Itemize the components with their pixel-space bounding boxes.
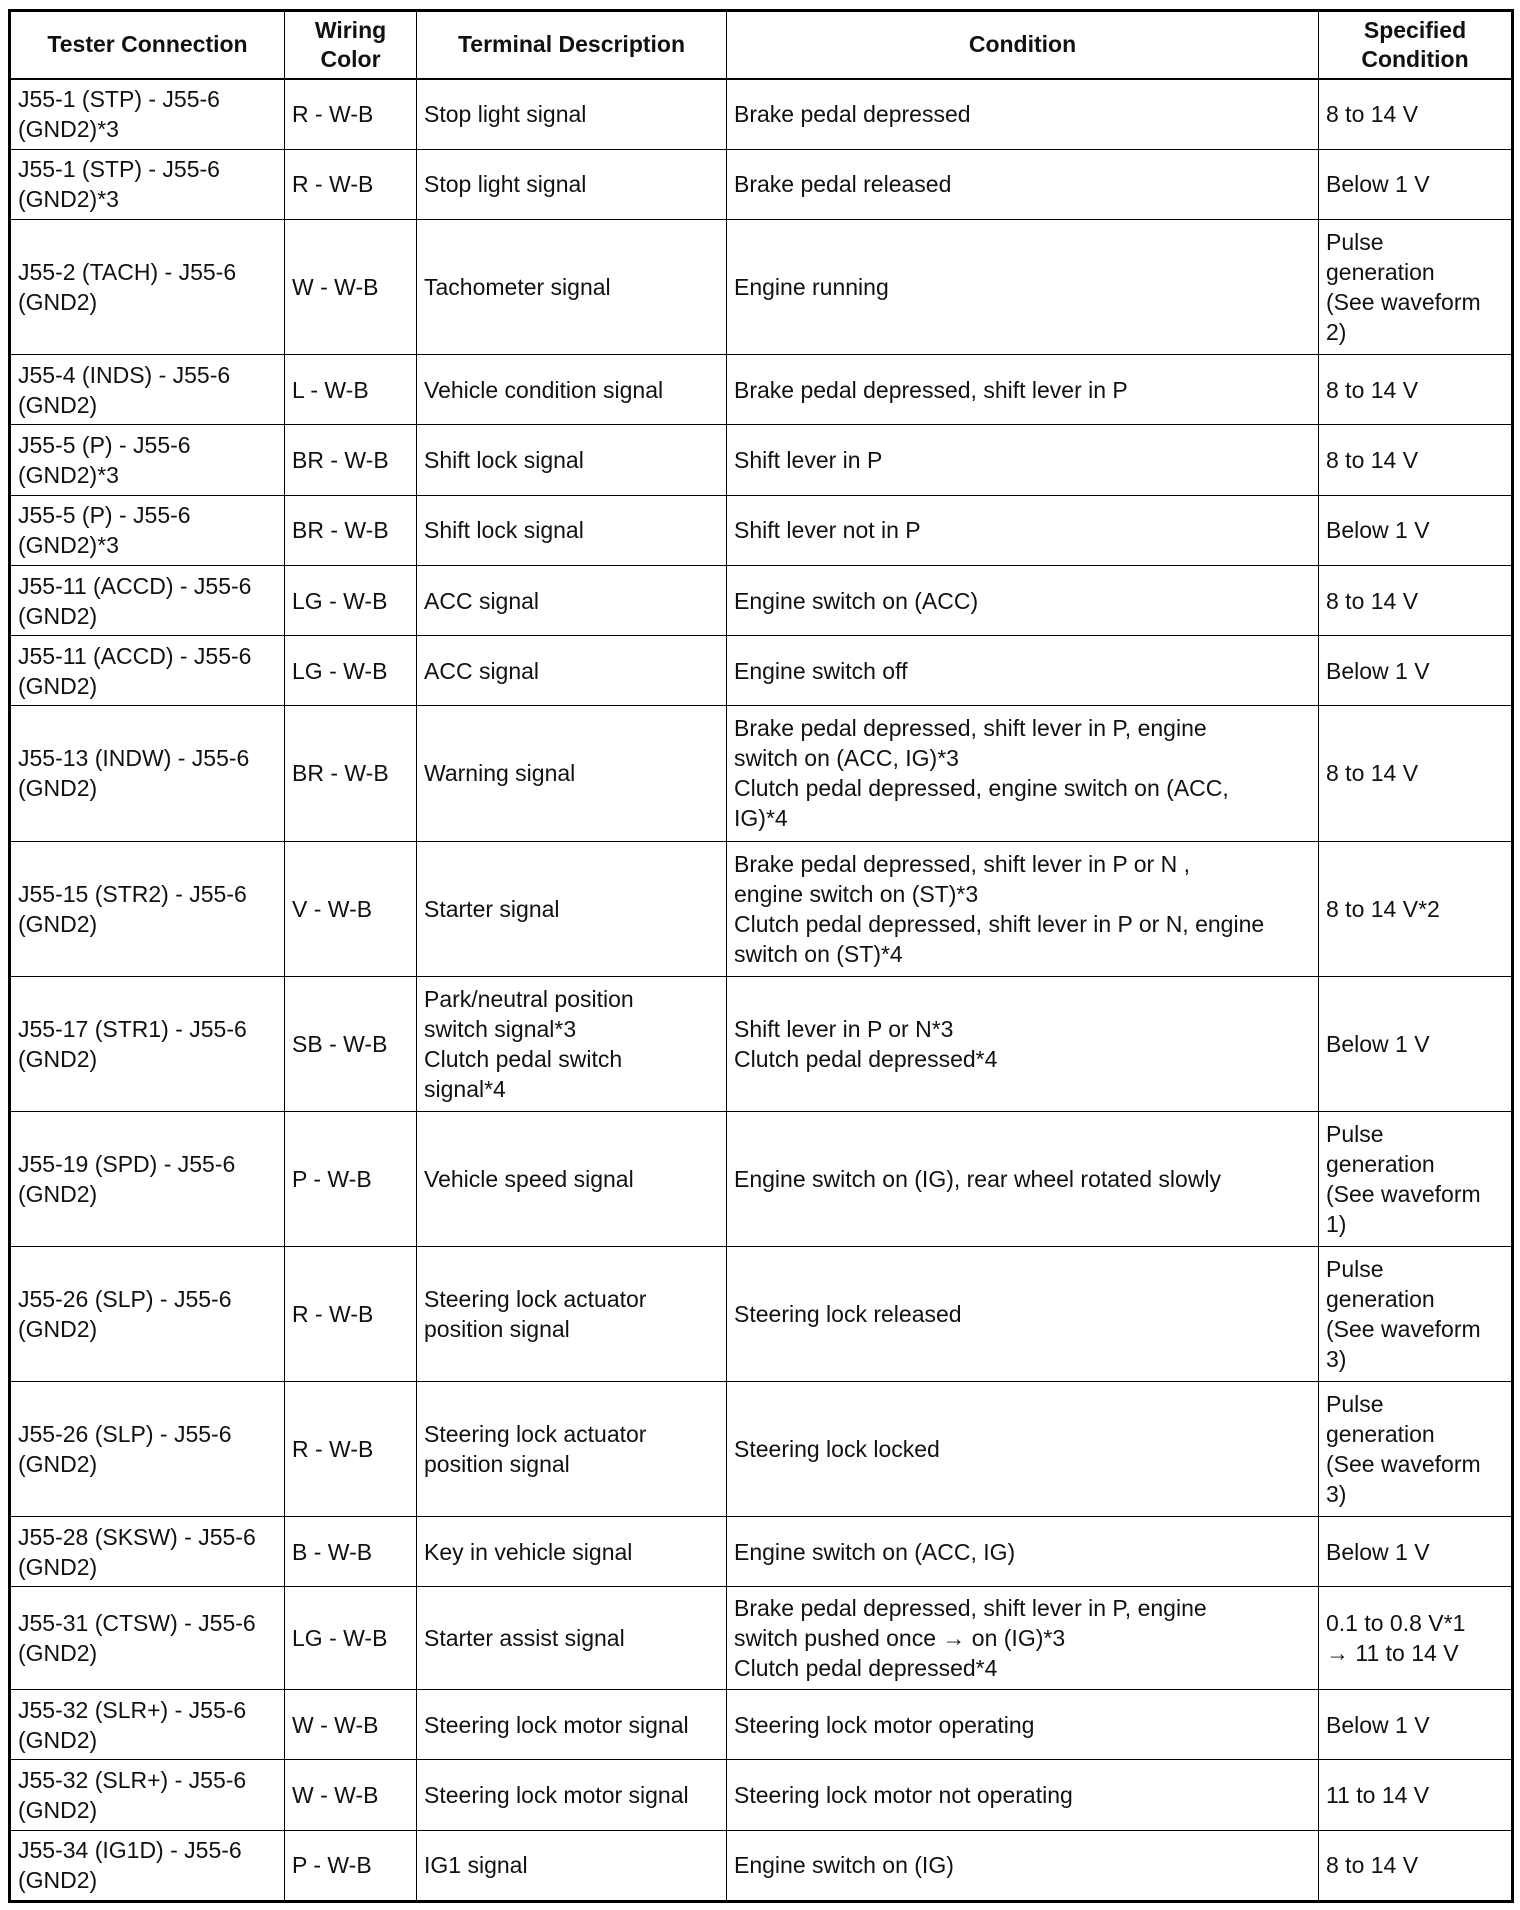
cell-text-line: Clutch pedal depressed*4 xyxy=(734,1655,998,1682)
cell-terminal-description xyxy=(417,1517,727,1587)
table-row xyxy=(10,1111,1513,1246)
cell-text-line: Warning signal xyxy=(424,760,576,787)
cell-terminal-description xyxy=(417,1111,727,1246)
cell-text-line: 8 to 14 V xyxy=(1326,447,1419,474)
cell-terminal-description xyxy=(417,425,727,495)
cell-text-line: B - W-B xyxy=(292,1538,373,1565)
cell-text-line: Pulse xyxy=(1326,1255,1384,1282)
cell-condition xyxy=(727,565,1319,635)
table-row xyxy=(10,1830,1513,1902)
cell-text-line: J55-11 (ACCD) - J55-6 xyxy=(18,572,252,599)
cell-specified-condition xyxy=(1319,1246,1513,1381)
cell-text-line: (GND2) xyxy=(18,910,98,937)
cell-text-line: IG)*4 xyxy=(734,805,788,832)
cell-text-line: (GND2) xyxy=(18,775,98,802)
cell-text-line: Shift lock signal xyxy=(424,517,584,544)
table-row xyxy=(10,706,1513,841)
cell-text-line: Steering lock actuator xyxy=(424,1421,647,1447)
header-text-line: Tester Connection xyxy=(47,31,248,58)
cell-tester-connection xyxy=(10,1111,285,1246)
cell-text-line: 8 to 14 V xyxy=(1326,760,1419,787)
header-terminal-description xyxy=(417,11,727,79)
cell-tester-connection xyxy=(10,220,285,355)
table-row xyxy=(10,1381,1513,1516)
cell-text-line: BR - W-B xyxy=(292,517,389,544)
cell-text-line: generation xyxy=(1326,1421,1435,1447)
cell-wiring-color xyxy=(285,79,417,150)
cell-text-line: (GND2) xyxy=(18,1451,98,1477)
cell-wiring-color xyxy=(285,976,417,1111)
cell-specified-condition xyxy=(1319,1760,1513,1830)
cell-text-line: (GND2) xyxy=(18,1726,98,1753)
cell-condition xyxy=(727,636,1319,706)
table-row xyxy=(10,841,1513,976)
cell-condition xyxy=(727,1587,1319,1690)
table-row xyxy=(10,355,1513,425)
cell-text-line: P - W-B xyxy=(292,1852,372,1879)
table-row xyxy=(10,79,1513,150)
cell-text-line: Vehicle condition signal xyxy=(424,376,664,403)
table-row xyxy=(10,149,1513,219)
cell-specified-condition xyxy=(1319,220,1513,355)
cell-text-line: (See waveform xyxy=(1326,289,1481,316)
cell-text-line: 3) xyxy=(1326,1345,1347,1372)
cell-text-line: Stop light signal xyxy=(424,101,587,128)
cell-text-line: Brake pedal depressed, shift lever in P xyxy=(734,376,1128,403)
cell-text-line: J55-26 (SLP) - J55-6 xyxy=(18,1285,232,1312)
cell-wiring-color xyxy=(285,425,417,495)
cell-text-line: Stop light signal xyxy=(424,171,587,198)
cell-condition xyxy=(727,1830,1319,1902)
header-tester-connection xyxy=(10,11,285,79)
cell-text-line: Clutch pedal depressed, shift lever in P or N, engine xyxy=(734,910,1265,937)
cell-specified-condition xyxy=(1319,425,1513,495)
cell-text-line: (GND2) xyxy=(18,1315,98,1342)
cell-text-line: 8 to 14 V xyxy=(1326,1852,1419,1879)
header-text-line: Condition xyxy=(968,31,1077,58)
table-body xyxy=(10,79,1513,1902)
cell-text-line: Pulse xyxy=(1326,1391,1384,1417)
cell-text-line: Pulse xyxy=(1326,1120,1384,1147)
cell-text-line: J55-31 (CTSW) - J55-6 xyxy=(18,1610,256,1637)
cell-text-line: BR - W-B xyxy=(292,447,389,474)
cell-text-line: V - W-B xyxy=(292,895,373,922)
cell-specified-condition xyxy=(1319,355,1513,425)
cell-terminal-description xyxy=(417,149,727,219)
cell-text-line: Shift lever not in P xyxy=(734,517,921,544)
cell-text-line: Brake pedal depressed, shift lever in P, engine xyxy=(734,715,1207,742)
cell-tester-connection xyxy=(10,565,285,635)
cell-specified-condition xyxy=(1319,1381,1513,1516)
cell-wiring-color xyxy=(285,495,417,565)
table-row xyxy=(10,425,1513,495)
cell-text-line: Below 1 V xyxy=(1326,657,1430,684)
cell-tester-connection xyxy=(10,636,285,706)
cell-terminal-description xyxy=(417,1690,727,1760)
cell-text-line: (GND2)*3 xyxy=(18,186,119,213)
cell-tester-connection xyxy=(10,706,285,841)
cell-specified-condition xyxy=(1319,495,1513,565)
cell-terminal-description xyxy=(417,565,727,635)
cell-tester-connection xyxy=(10,495,285,565)
cell-condition xyxy=(727,976,1319,1111)
cell-text-line: Below 1 V xyxy=(1326,1030,1430,1057)
cell-text-line: W - W-B xyxy=(292,274,379,301)
cell-text-line: J55-28 (SKSW) - J55-6 xyxy=(18,1523,256,1550)
cell-text-line: W - W-B xyxy=(292,1711,379,1738)
cell-text-line: 0.1 to 0.8 V*1 xyxy=(1326,1610,1466,1637)
cell-condition xyxy=(727,425,1319,495)
cell-text-line: J55-1 (STP) - J55-6 xyxy=(18,86,220,113)
cell-text-line: J55-34 (IG1D) - J55-6 xyxy=(18,1837,242,1864)
cell-terminal-description xyxy=(417,636,727,706)
cell-text-line: Engine switch off xyxy=(734,657,908,684)
cell-text-line: 8 to 14 V xyxy=(1326,376,1419,403)
cell-text-line: Below 1 V xyxy=(1326,1711,1430,1738)
cell-text-line: (See waveform xyxy=(1326,1315,1481,1342)
cell-text-line: J55-26 (SLP) - J55-6 xyxy=(18,1421,232,1447)
cell-specified-condition xyxy=(1319,706,1513,841)
cell-text-line: switch on (ACC, IG)*3 xyxy=(734,745,959,772)
cell-terminal-description xyxy=(417,1587,727,1690)
cell-text-line: J55-1 (STP) - J55-6 xyxy=(18,156,220,183)
cell-terminal-description xyxy=(417,1760,727,1830)
cell-text-line: (See waveform xyxy=(1326,1180,1481,1207)
cell-wiring-color xyxy=(285,1690,417,1760)
table-row xyxy=(10,1760,1513,1830)
cell-text-line: ACC signal xyxy=(424,587,540,614)
cell-text-line: generation xyxy=(1326,259,1435,286)
cell-terminal-description xyxy=(417,1246,727,1381)
cell-tester-connection xyxy=(10,79,285,150)
cell-text-line: Pulse xyxy=(1326,229,1384,256)
cell-text-line: (GND2)*3 xyxy=(18,116,119,143)
cell-text-line: Key in vehicle signal xyxy=(424,1538,633,1565)
cell-wiring-color xyxy=(285,220,417,355)
terminal-inspection-table-container xyxy=(8,9,1511,1903)
cell-condition xyxy=(727,355,1319,425)
cell-text-line: switch on (ST)*4 xyxy=(734,940,903,967)
cell-condition xyxy=(727,1517,1319,1587)
cell-text-line: (GND2) xyxy=(18,1180,98,1207)
cell-text-line: Below 1 V xyxy=(1326,1538,1430,1565)
cell-text-line: 8 to 14 V*2 xyxy=(1326,895,1440,922)
cell-terminal-description xyxy=(417,355,727,425)
cell-text-line: J55-19 (SPD) - J55-6 xyxy=(18,1150,236,1177)
cell-text-line: J55-4 (INDS) - J55-6 xyxy=(18,361,231,388)
cell-text-line: LG - W-B xyxy=(292,1625,388,1652)
header-text-line: Wiring xyxy=(314,16,387,43)
cell-text-line: Vehicle speed signal xyxy=(424,1165,634,1192)
header-text-line: Specified xyxy=(1363,16,1467,43)
header-wiring-color xyxy=(285,11,417,79)
cell-wiring-color xyxy=(285,1381,417,1516)
cell-condition xyxy=(727,1690,1319,1760)
table-row xyxy=(10,1587,1513,1690)
cell-text-line: Steering lock locked xyxy=(734,1436,940,1462)
cell-text-line: P - W-B xyxy=(292,1165,372,1192)
cell-text-line: Steering lock actuator xyxy=(424,1285,647,1312)
cell-text-line: J55-32 (SLR+) - J55-6 xyxy=(18,1696,247,1723)
cell-text-line: J55-11 (ACCD) - J55-6 xyxy=(18,642,252,669)
cell-wiring-color xyxy=(285,706,417,841)
cell-wiring-color xyxy=(285,1517,417,1587)
cell-condition xyxy=(727,79,1319,150)
cell-text-line: (GND2) xyxy=(18,1867,98,1894)
cell-specified-condition xyxy=(1319,841,1513,976)
cell-terminal-description xyxy=(417,79,727,150)
cell-text-line: J55-13 (INDW) - J55-6 xyxy=(18,745,250,772)
cell-text-line: R - W-B xyxy=(292,171,374,198)
cell-text-line: 3) xyxy=(1326,1481,1347,1507)
cell-text-line: Shift lock signal xyxy=(424,447,584,474)
cell-terminal-description xyxy=(417,976,727,1111)
cell-tester-connection xyxy=(10,149,285,219)
cell-text-line: J55-5 (P) - J55-6 xyxy=(18,502,191,529)
cell-text-line: SB - W-B xyxy=(292,1030,388,1057)
cell-text-line: (GND2) xyxy=(18,1045,98,1072)
cell-text-line: Brake pedal released xyxy=(734,171,952,198)
cell-text-line: (GND2) xyxy=(18,672,98,699)
cell-text-line: Clutch pedal switch xyxy=(424,1045,623,1072)
cell-text-line: 8 to 14 V xyxy=(1326,587,1419,614)
cell-terminal-description xyxy=(417,1381,727,1516)
cell-text-line: Shift lever in P xyxy=(734,447,883,474)
cell-text-line: Engine running xyxy=(734,274,889,301)
cell-text-line: position signal xyxy=(424,1451,570,1477)
table-row xyxy=(10,976,1513,1111)
cell-tester-connection xyxy=(10,1690,285,1760)
cell-terminal-description xyxy=(417,706,727,841)
cell-specified-condition xyxy=(1319,636,1513,706)
cell-condition xyxy=(727,220,1319,355)
cell-wiring-color xyxy=(285,1111,417,1246)
cell-tester-connection xyxy=(10,425,285,495)
cell-condition xyxy=(727,149,1319,219)
cell-text-line: (GND2) xyxy=(18,1553,98,1580)
cell-wiring-color xyxy=(285,565,417,635)
cell-specified-condition xyxy=(1319,1111,1513,1246)
cell-terminal-description xyxy=(417,841,727,976)
cell-tester-connection xyxy=(10,1246,285,1381)
cell-specified-condition xyxy=(1319,149,1513,219)
cell-text-line: Tachometer signal xyxy=(424,274,611,301)
cell-tester-connection xyxy=(10,976,285,1111)
cell-wiring-color xyxy=(285,1587,417,1690)
cell-tester-connection xyxy=(10,1381,285,1516)
cell-text-line: ACC signal xyxy=(424,657,540,684)
cell-text-line: Clutch pedal depressed, engine switch on (ACC, xyxy=(734,775,1229,802)
cell-specified-condition xyxy=(1319,1587,1513,1690)
cell-text-line: → 11 to 14 V xyxy=(1326,1640,1459,1667)
cell-text-line: J55-32 (SLR+) - J55-6 xyxy=(18,1766,247,1793)
cell-text-line: W - W-B xyxy=(292,1781,379,1808)
header-specified-condition xyxy=(1319,11,1513,79)
cell-text-line: J55-2 (TACH) - J55-6 xyxy=(18,259,237,286)
cell-text-line: generation xyxy=(1326,1150,1435,1177)
cell-text-line: signal*4 xyxy=(424,1075,506,1102)
cell-condition xyxy=(727,1246,1319,1381)
cell-text-line: Steering lock motor signal xyxy=(424,1781,689,1808)
cell-wiring-color xyxy=(285,1246,417,1381)
table-row xyxy=(10,1517,1513,1587)
cell-text-line: LG - W-B xyxy=(292,587,388,614)
cell-wiring-color xyxy=(285,841,417,976)
cell-text-line: (GND2)*3 xyxy=(18,532,119,559)
cell-text-line: 11 to 14 V xyxy=(1326,1781,1430,1808)
cell-text-line: Starter assist signal xyxy=(424,1625,625,1652)
cell-tester-connection xyxy=(10,1587,285,1690)
cell-wiring-color xyxy=(285,1830,417,1902)
cell-text-line: Brake pedal depressed, shift lever in P, engine xyxy=(734,1595,1207,1622)
cell-text-line: 8 to 14 V xyxy=(1326,101,1419,128)
cell-text-line: (GND2) xyxy=(18,602,98,629)
cell-text-line: Clutch pedal depressed*4 xyxy=(734,1045,998,1072)
cell-text-line: J55-5 (P) - J55-6 xyxy=(18,432,191,459)
cell-terminal-description xyxy=(417,220,727,355)
cell-wiring-color xyxy=(285,149,417,219)
cell-text-line: R - W-B xyxy=(292,1436,374,1462)
cell-text-line: Engine switch on (IG) xyxy=(734,1852,954,1879)
table-row xyxy=(10,565,1513,635)
cell-text-line: (GND2)*3 xyxy=(18,462,119,489)
cell-tester-connection xyxy=(10,1760,285,1830)
cell-specified-condition xyxy=(1319,565,1513,635)
cell-text-line: Below 1 V xyxy=(1326,517,1430,544)
cell-condition xyxy=(727,1111,1319,1246)
cell-terminal-description xyxy=(417,495,727,565)
cell-text-line: (See waveform xyxy=(1326,1451,1481,1477)
cell-text-line: Brake pedal depressed, shift lever in P or N , xyxy=(734,850,1190,877)
cell-text-line: (GND2) xyxy=(18,391,98,418)
cell-specified-condition xyxy=(1319,1830,1513,1902)
header-text-line: Condition xyxy=(1361,45,1469,72)
cell-tester-connection xyxy=(10,1517,285,1587)
table-row xyxy=(10,1246,1513,1381)
cell-condition xyxy=(727,1760,1319,1830)
cell-specified-condition xyxy=(1319,1517,1513,1587)
cell-tester-connection xyxy=(10,841,285,976)
table-header-row xyxy=(10,11,1513,79)
cell-text-line: Park/neutral position xyxy=(424,985,634,1012)
cell-text-line: J55-17 (STR1) - J55-6 xyxy=(18,1015,247,1042)
cell-condition xyxy=(727,495,1319,565)
cell-text-line: Below 1 V xyxy=(1326,171,1430,198)
cell-text-line: Starter signal xyxy=(424,895,560,922)
cell-text-line: LG - W-B xyxy=(292,657,388,684)
header-text-line: Terminal Description xyxy=(457,31,686,58)
table-row xyxy=(10,1690,1513,1760)
header-text-line: Color xyxy=(320,45,381,72)
cell-text-line: Engine switch on (ACC) xyxy=(734,587,979,614)
cell-text-line: (GND2) xyxy=(18,1640,98,1667)
cell-text-line: 1) xyxy=(1326,1210,1347,1237)
cell-text-line: IG1 signal xyxy=(424,1852,528,1879)
cell-wiring-color xyxy=(285,355,417,425)
cell-tester-connection xyxy=(10,1830,285,1902)
cell-text-line: position signal xyxy=(424,1315,570,1342)
cell-text-line: Steering lock motor not operating xyxy=(734,1781,1073,1808)
cell-text-line: J55-15 (STR2) - J55-6 xyxy=(18,880,247,907)
cell-text-line: (GND2) xyxy=(18,1796,98,1823)
cell-text-line: Engine switch on (ACC, IG) xyxy=(734,1538,1016,1565)
header-condition xyxy=(727,11,1319,79)
cell-specified-condition xyxy=(1319,1690,1513,1760)
cell-wiring-color xyxy=(285,1760,417,1830)
cell-text-line: switch signal*3 xyxy=(424,1015,577,1042)
cell-tester-connection xyxy=(10,355,285,425)
cell-text-line: switch pushed once → on (IG)*3 xyxy=(734,1625,1066,1652)
cell-text-line: R - W-B xyxy=(292,1300,374,1327)
cell-text-line: Steering lock motor signal xyxy=(424,1711,689,1738)
cell-text-line: Engine switch on (IG), rear wheel rotated slowly xyxy=(734,1165,1222,1192)
cell-text-line: R - W-B xyxy=(292,101,374,128)
cell-text-line: BR - W-B xyxy=(292,760,389,787)
cell-specified-condition xyxy=(1319,79,1513,150)
cell-terminal-description xyxy=(417,1830,727,1902)
cell-condition xyxy=(727,1381,1319,1516)
cell-condition xyxy=(727,706,1319,841)
cell-text-line: Steering lock released xyxy=(734,1300,962,1327)
cell-text-line: Shift lever in P or N*3 xyxy=(734,1015,954,1042)
cell-specified-condition xyxy=(1319,976,1513,1111)
table-row xyxy=(10,636,1513,706)
cell-text-line: Brake pedal depressed xyxy=(734,101,971,128)
cell-text-line: Steering lock motor operating xyxy=(734,1711,1035,1738)
cell-text-line: 2) xyxy=(1326,319,1347,346)
cell-wiring-color xyxy=(285,636,417,706)
cell-text-line: engine switch on (ST)*3 xyxy=(734,880,979,907)
cell-text-line: generation xyxy=(1326,1285,1435,1312)
table-row xyxy=(10,495,1513,565)
table-row xyxy=(10,220,1513,355)
terminal-inspection-table xyxy=(8,9,1514,1903)
cell-text-line: (GND2) xyxy=(18,289,98,316)
cell-text-line: L - W-B xyxy=(292,376,369,403)
cell-condition xyxy=(727,841,1319,976)
